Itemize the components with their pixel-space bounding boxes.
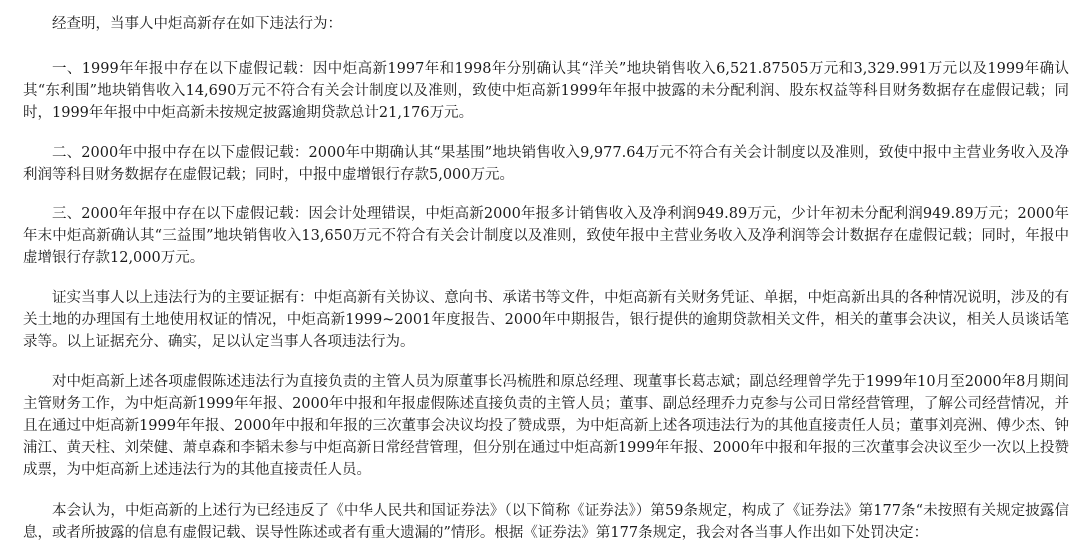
paragraph-evidence: 证实当事人以上违法行为的主要证据有：中炬高新有关协议、意向书、承诺书等文件，中炬高新有关财务凭证、单据，中炬高新出具的各种情况说明，涉及的有关土地的办理国有土地使用权证的情况，中炬高新1999~2001年度报告、2000年中期报告，银行提供的逾期贷款相关文件，相关的董事会决议，相关人员谈话笔录等。以上证据充分、确实，足以认定当事人各项违法行为。 xyxy=(23,290,1069,350)
paragraph-findings-intro: 经查明，当事人中炬高新存在如下违法行为： xyxy=(52,16,342,32)
paragraph-2000-annual-report: 三、2000年年报中存在以下虚假记载：因会计处理错误，中炬高新2000年报多计销售收入及净利润949.89万元，少计年初未分配利润949.89万元；2000年年末中炬高新确认其“三益围”地块销售收入13,650万元不符合有关会计制度以及准则，致使年报中主营业务收入及净利润等会计数据存在虚假记载；同时，年报中虚增银行存款12,000万元。 xyxy=(23,206,1069,266)
paragraph-1999-annual-report: 一、1999年年报中存在以下虚假记载：因中炬高新1997年和1998年分别确认其“洋关”地块销售收入6,521.87505万元和3,329.991万元以及1999年确认其“东利围”地块销售收入14,690万元不符合有关会计制度以及准则，致使中炬高新1999年年报中披露的未分配利润、股东权益等科目财务数据存在虚假记载；同时，1999年年报中中炬高新未按规定披露逾期贷款总计21,176万元。 xyxy=(23,61,1069,121)
paragraph-responsible-persons: 对中炬高新上述各项虚假陈述违法行为直接负责的主管人员为原董事长冯梳胜和原总经理、现董事长葛志斌；副总经理曾学先于1999年10月至2000年8月期间主管财务工作，为中炬高新1999年年报、2000年中报和年报虚假陈述直接负责的主管人员；董事、副总经理乔力克参与公司日常经营管理，了解公司经营情况，并且在通过中炬高新1999年年报、2000年中报和年报的三次董事会决议均投了赞成票，为中炬高新上述各项违法行为的其他直接责任人员；董事刘亮洲、傅少杰、钟浦江、黄天柱、刘荣健、萧卓森和李韬未参与中炬高新日常经营管理，但分别在通过中炬高新1999年年报、2000年中报和年报的三次董事会决议至少一次以上投赞成票，为中炬高新上述违法行为的其他直接责任人员。 xyxy=(23,374,1069,478)
paragraph-2000-interim-report: 二、2000年中报中存在以下虚假记载：2000年中期确认其“果基围”地块销售收入9,977.64万元不符合有关会计制度以及准则，致使中报中主营业务收入及净利润等科目财务数据存在虚假记载；同时，中报中虚增银行存款5,000万元。 xyxy=(23,145,1069,183)
paragraph-ruling: 本会认为，中炬高新的上述行为已经违反了《中华人民共和国证券法》（以下简称《证券法》）第59条规定，构成了《证券法》第177条“未按照有关规定披露信息，或者所披露的信息有虚假记载、误导性陈述或者有重大遗漏的”情形。根据《证券法》第177条规定，我会对各当事人作出如下处罚决定： xyxy=(23,503,1069,541)
